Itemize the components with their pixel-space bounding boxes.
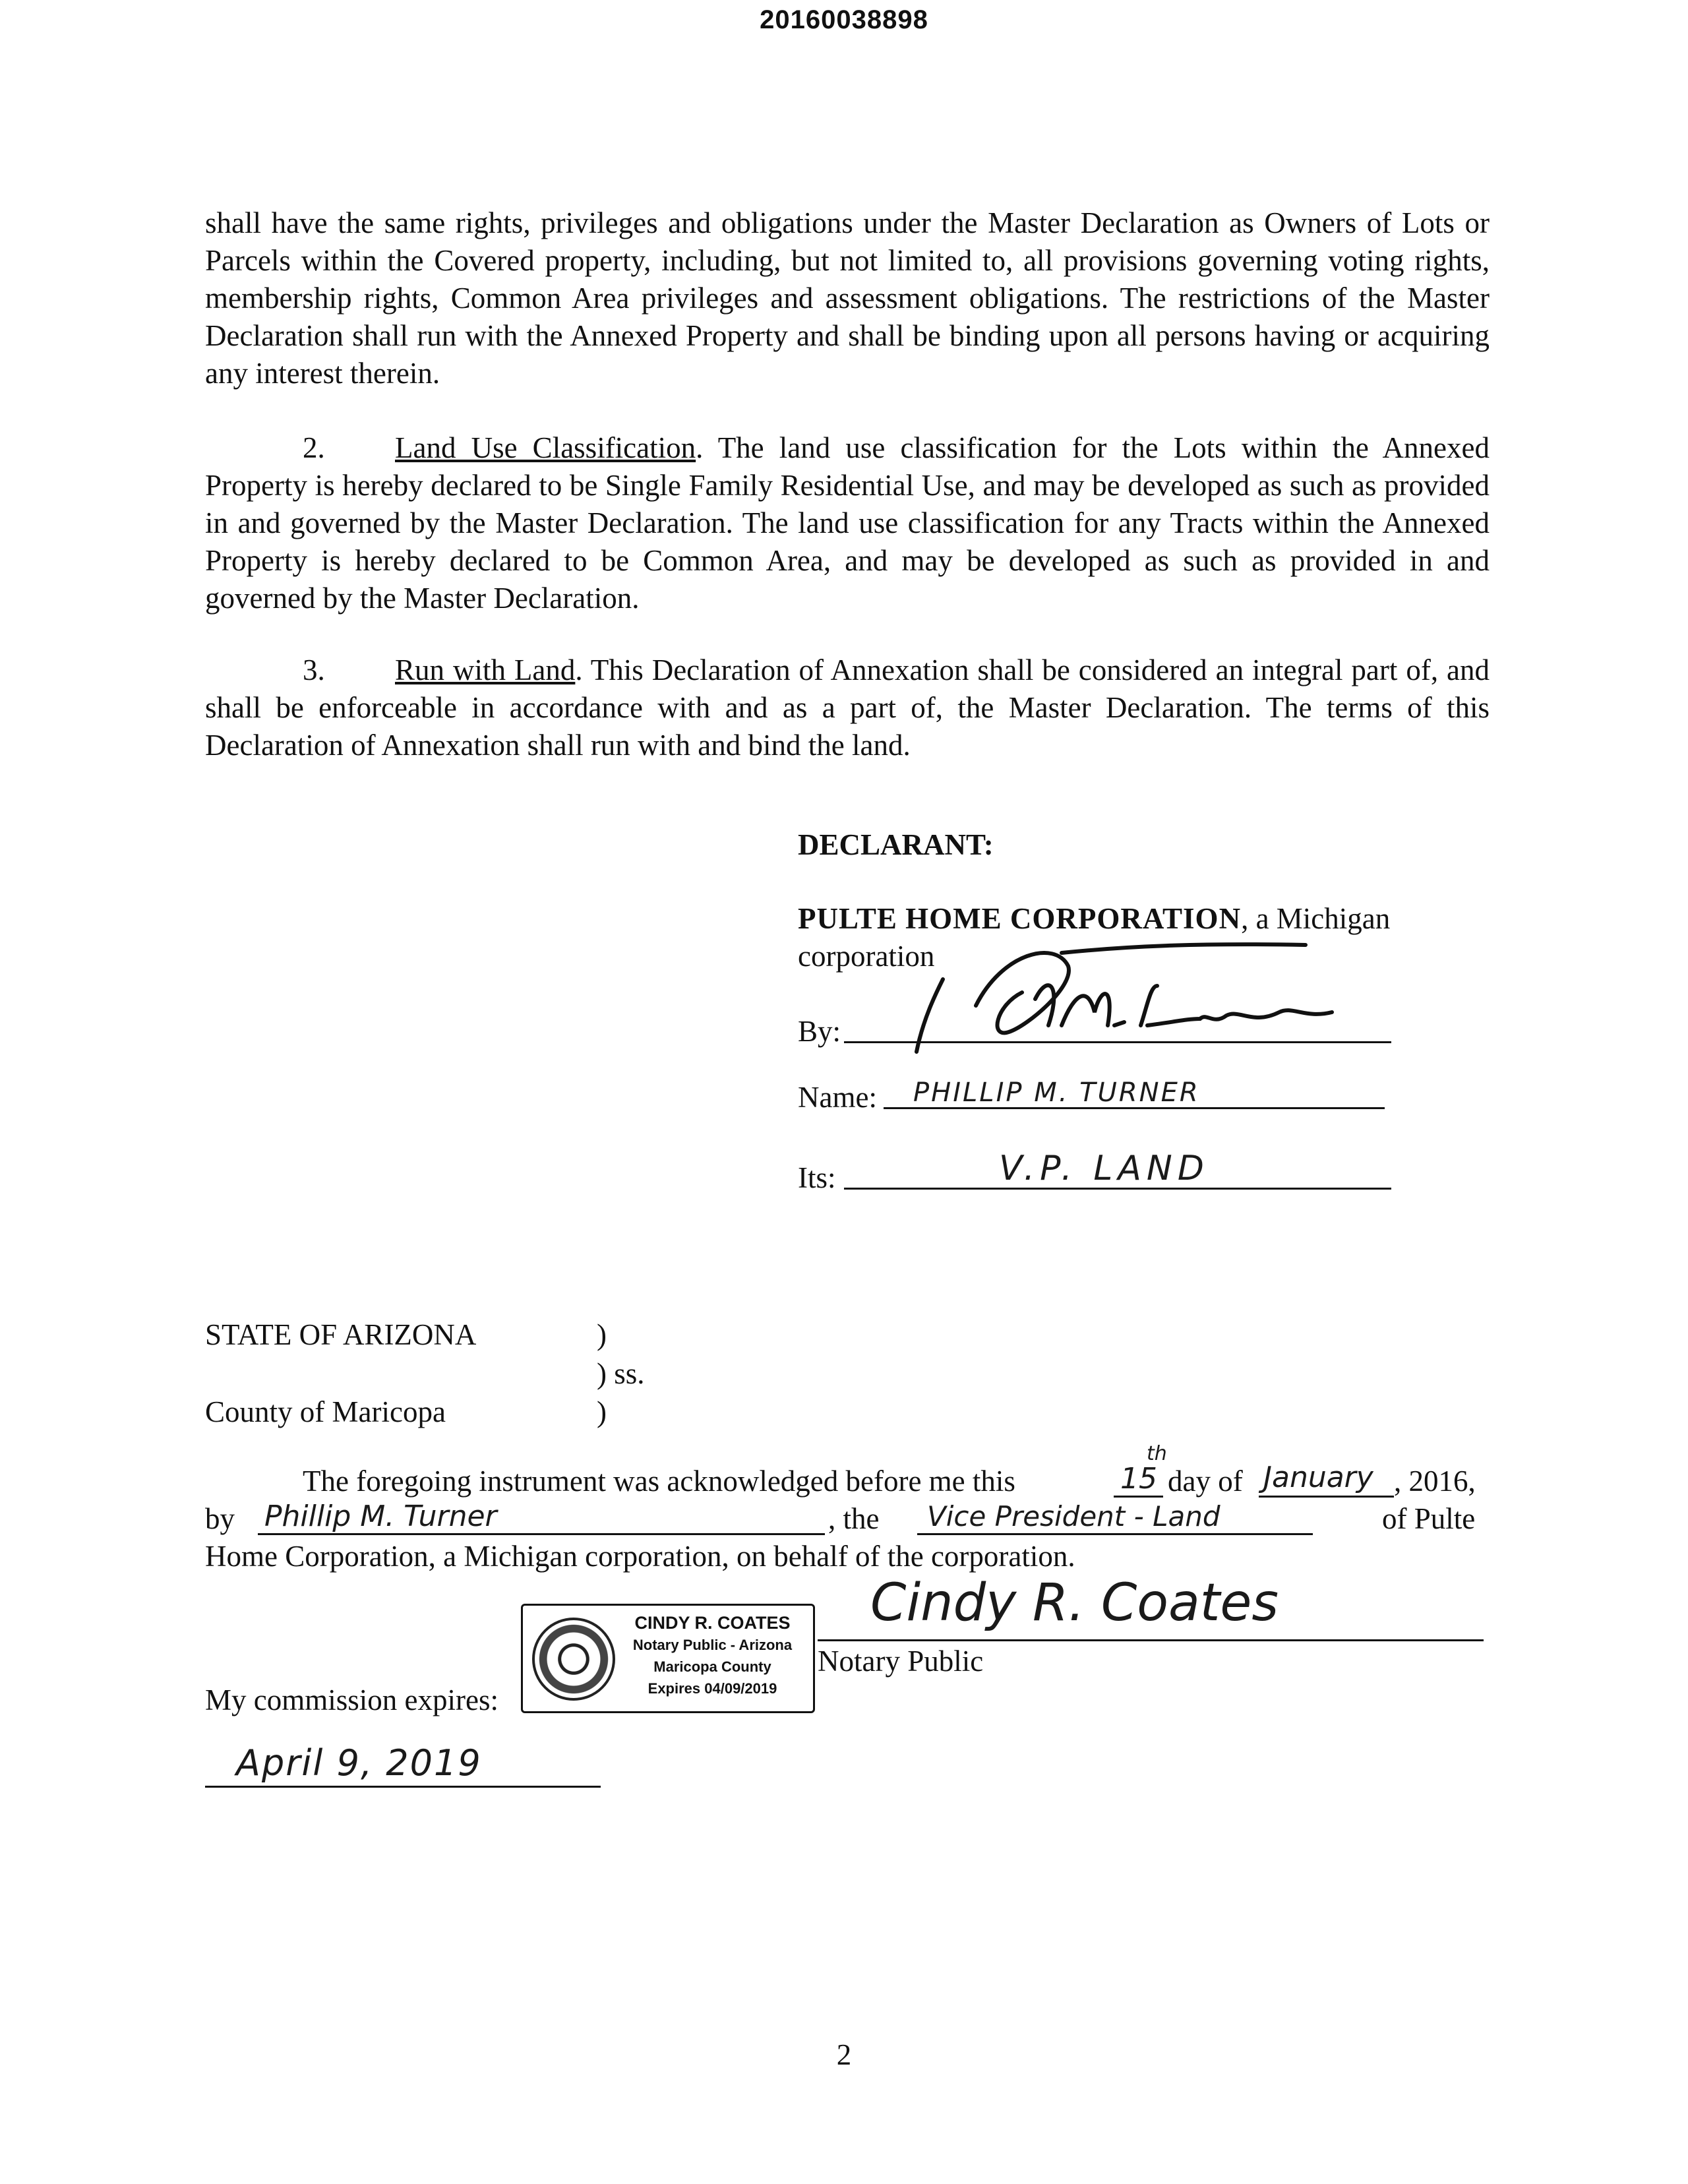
stamp-line-4: Expires 04/09/2019 xyxy=(648,1680,777,1697)
by-line xyxy=(844,1041,1391,1043)
paragraph-2 xyxy=(205,429,1490,617)
notary-signature: Cindy R. Coates xyxy=(870,1573,1279,1633)
name-label: Name: xyxy=(798,1081,877,1114)
name-row xyxy=(798,1075,1391,1114)
stamp-name: CINDY R. COATES xyxy=(634,1613,791,1633)
by-label: By: xyxy=(798,1015,841,1048)
notary-public-label: Notary Public xyxy=(818,1645,984,1678)
declarant-signature xyxy=(897,926,1358,1078)
paragraph-3 xyxy=(205,652,1490,764)
signer-value: Phillip M. Turner xyxy=(264,1500,497,1533)
paragraph-3-heading: Run with Land xyxy=(395,653,576,686)
name-value: PHILLIP M. TURNER xyxy=(913,1077,1200,1108)
by-row xyxy=(798,1009,1391,1048)
county-label: County of Maricopa xyxy=(205,1395,446,1428)
day-suffix: th xyxy=(1147,1442,1167,1465)
paragraph-3-text: . This Declaration of Annexation shall be considered an integral part of, and shall be enforceable in accordance with and as a part of, the Master Declaration. The terms of this Declaration of Annexation shall run with and bind the land. xyxy=(205,653,1490,762)
commission-date: April 9, 2019 xyxy=(236,1742,482,1784)
paragraph-2-number: 2. xyxy=(303,431,325,464)
notary-signature-line xyxy=(818,1639,1484,1641)
state-label: STATE OF ARIZONA xyxy=(205,1318,477,1351)
commission-date-line xyxy=(205,1786,601,1788)
declarant-label: DECLARANT: xyxy=(798,828,994,861)
arizona-seal-icon xyxy=(532,1618,615,1701)
stamp-text xyxy=(615,1612,810,1699)
stamp-line-2: Notary Public - Arizona xyxy=(632,1637,793,1653)
day-of-label: day of xyxy=(1168,1465,1243,1498)
ack-intro: The foregoing instrument was acknowledged before me this xyxy=(303,1465,1015,1498)
its-row xyxy=(798,1149,1391,1195)
page-number: 2 xyxy=(836,2038,852,2071)
ack-line-3: Home Corporation, a Michigan corporation, on behalf of the corporation. xyxy=(205,1540,1075,1573)
stamp-line-3: Maricopa County xyxy=(653,1658,771,1675)
document-number: 20160038898 xyxy=(760,5,928,34)
its-label: Its: xyxy=(798,1161,836,1194)
paren-ss: ) ss. xyxy=(597,1357,645,1390)
commission-expires-label: My commission expires: xyxy=(205,1684,498,1716)
corporation-type: corporation xyxy=(798,940,935,973)
notary-stamp xyxy=(521,1604,815,1713)
paragraph-2-heading: Land Use Classification xyxy=(395,431,696,464)
of-pulte-label: of Pulte xyxy=(1382,1502,1476,1535)
corporation-name-bold: PULTE HOME CORPORATION xyxy=(798,902,1242,935)
year-label: , 2016, xyxy=(1394,1465,1476,1498)
day-value: 15 xyxy=(1120,1462,1157,1496)
paragraph-1: shall have the same rights, privileges and obligations under the Master Declaration as Owners of Lots or Parcels within the Covered property, including, but not limited to, all provisions governing voting rights, membership rights, Common Area privileges and assessment obligations. The restrictions of the Master Declaration shall run with the Annexed Property and shall be binding upon all persons having or acquiring any interest therein. xyxy=(205,206,1490,390)
paren-top: ) xyxy=(597,1318,607,1351)
title-value: Vice President - Land xyxy=(927,1500,1221,1532)
its-value: V.P. LAND xyxy=(999,1149,1209,1188)
corporation-suffix: , a Michigan xyxy=(1241,902,1391,935)
month-value: January xyxy=(1263,1461,1373,1494)
paren-bottom: ) xyxy=(597,1395,607,1428)
ack-by-label: by xyxy=(205,1502,235,1535)
paragraph-2-text: . The land use classification for the Lots within the Annexed Property is hereby declared to be Single Family Residential Use, and may be developed as such as provided in and governed by the Master Declaration. The land use classification for any Tracts within the Annexed Property is hereby declared to be Common Area, and may be developed as such as provided in and governed by the Master Declaration. xyxy=(205,431,1490,615)
paragraph-3-number: 3. xyxy=(303,653,325,686)
the-label: , the xyxy=(828,1502,880,1535)
